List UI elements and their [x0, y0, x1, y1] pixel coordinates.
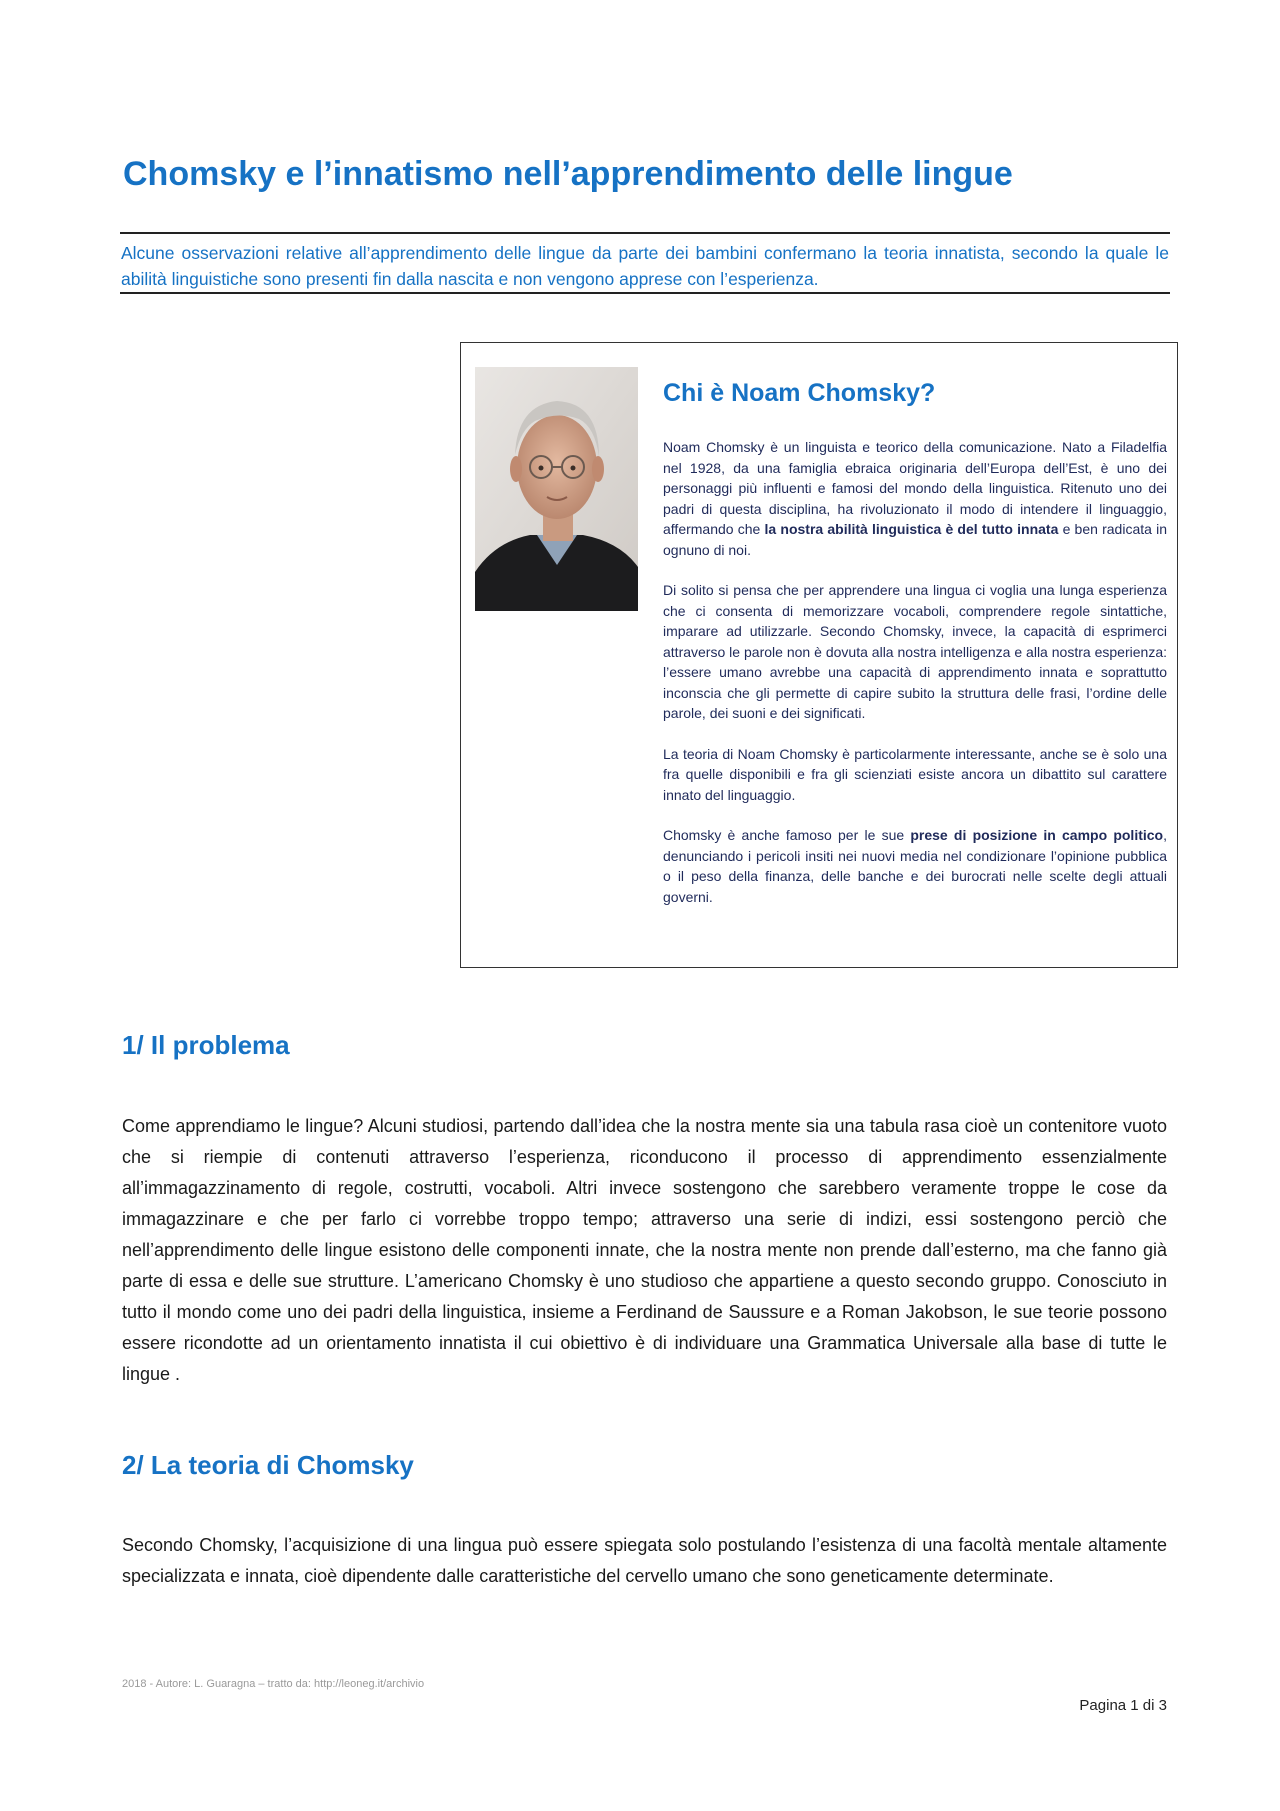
footer-note: 2018 - Autore: L. Guaragna – tratto da: http://leoneg.it/archivio — [122, 1678, 425, 1690]
page-number: Pagina 1 di 3 — [1079, 1697, 1167, 1714]
bio-box — [460, 342, 1178, 968]
bio-paragraph-2: Di solito si pensa che per apprendere una lingua ci voglia una lunga esperienza che ci consenta di memorizzare vocaboli, comprendere regole sintattiche, imparare ad utilizzarle. Secondo Chomsky, invece, la capacità di esprimerci attraverso le parole non è dovuta alla nostra intelligenza e alla nostra esperienza: l’essere umano avrebbe una capacità di apprendimento innata e soprattutto inconscia che gli permette di capire subito la struttura delle frasi, l’ordine delle parole, dei suoni e dei significati. — [663, 582, 1167, 721]
bio-paragraph-3: La teoria di Noam Chomsky è particolarmente interessante, anche se è solo una fra quelle disponibili e fra gli scienziati esiste ancora un dibattito sul carattere innato del linguaggio. — [663, 745, 1167, 803]
page-title: Chomsky e l’innatismo nell’apprendimento delle lingue — [123, 155, 1013, 193]
bio-text — [663, 437, 1167, 927]
section-2-text: Secondo Chomsky, l’acquisizione di una lingua può essere spiegata solo postulando l’esistenza di una facoltà mentale altamente specializzata e innata, cioè dipendente dalle caratteristiche del cervello umano che sono geneticamente determinate. — [122, 1535, 1167, 1586]
section-1-text: Come apprendiamo le lingue? Alcuni studiosi, partendo dall’idea che la nostra mente sia una tabula rasa cioè un contenitore vuoto che si riempie di contenuti attraverso l’esperienza, riconducono il processo di apprendimento essenzialmente all’immagazzinamento di regole, costrutti, vocaboli. Altri invece sostengono che sarebbero veramente troppe le cose da immagazzinare e che per farlo ci vorrebbe troppo tempo; attraverso una serie di indizi, essi sostengono perciò che nell’apprendimento delle lingue esistono delle componenti innate, che la nostra mente non prende dall’esterno, ma che fanno già parte di essa e delle sue strutture. L’americano Chomsky è uno studioso che appartiene a questo secondo gruppo. Conosciuto in tutto il mondo come uno dei padri della linguistica, insieme a Ferdinand de Saussure e a Roman Jakobson, le sue teorie possono essere ricondotte ad un orientamento innatista il cui obiettivo è di individuare una Grammatica Universale alla base di tutte le lingue . — [122, 1116, 1167, 1384]
divider-top — [120, 232, 1170, 234]
bio-paragraph-4: Chomsky è anche famoso per le sue prese di posizione in campo politico, denunciando i pericoli insiti nei nuovi media nel condizionare l’opinione pubblica o il peso della finanza, delle banche e dei burocrati nelle scelte degli attuali governi. — [663, 827, 1167, 905]
divider-bottom — [120, 292, 1170, 294]
section-1-heading: 1/ Il problema — [122, 1030, 290, 1060]
portrait-icon — [475, 367, 638, 611]
subtitle: Alcune osservazioni relative all’apprendimento delle lingue da parte dei bambini confermano la teoria innatista, secondo la quale le abilità linguistiche sono presenti fin dalla nascita e non vengono apprese con l’esperienza. — [121, 243, 1169, 289]
bio-heading: Chi è Noam Chomsky? — [663, 379, 936, 407]
section-2-heading: 2/ La teoria di Chomsky — [122, 1450, 414, 1480]
portrait-photo — [475, 367, 638, 611]
bio-paragraph-1: Noam Chomsky è un linguista e teorico della comunicazione. Nato a Filadelfia nel 1928, da una famiglia ebraica originaria dell’Europa dell’Est, è uno dei personaggi più influenti e famosi del mondo della linguistica. Ritenuto uno dei padri di questa disciplina, ha rivoluzionato il modo di intendere il linguaggio, affermando che la nostra abilità linguistica è del tutto innata e ben radicata in ognuno di noi. — [663, 439, 1167, 558]
